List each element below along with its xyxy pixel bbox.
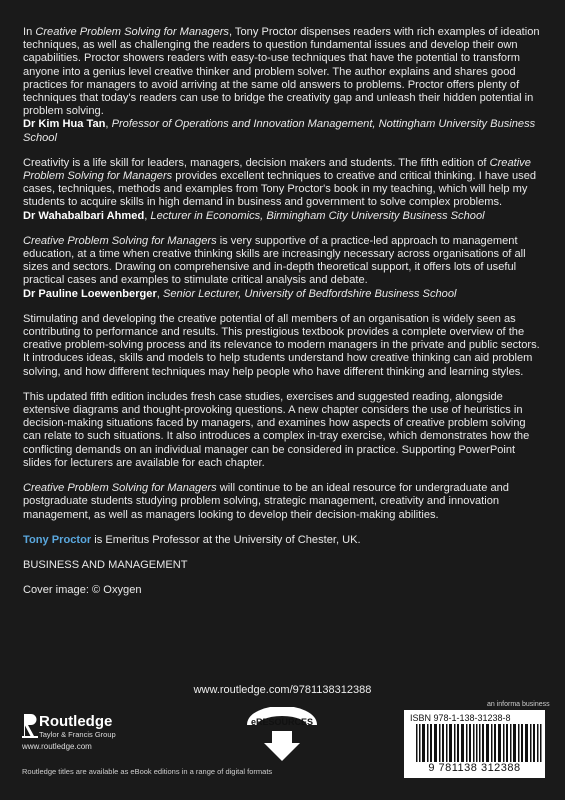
review-3-author: Dr Pauline Loewenberger xyxy=(23,287,157,300)
cover-credit: Cover image: © Oxygen xyxy=(23,584,142,597)
eresources-badge-icon xyxy=(246,707,318,765)
review-1-text: , Tony Proctor dispenses readers with rich examples of ideation techniques, as well as challenging the readers to question fundamental issues and develop their own capabilities. Proctor showers readers with easy-to-use techniques that have the potential to transform anyone into a genius level creative thinker and problem solver. The author explains and shares good practices for managers to avoid arriving at the same old answers to problems. Proctor offers plenty of techniques that today's readers can use to bridge the creativity gap and unleash their hidden potential in problem solving. xyxy=(23,26,540,118)
ebook-note: Routledge titles are available as eBook editions in a range of digital formats xyxy=(22,767,273,776)
eresources-label: eRESOURCES xyxy=(250,717,314,727)
subject-category: BUSINESS AND MANAGEMENT xyxy=(23,558,188,571)
description-paragraph-2: This updated fifth edition includes fresh case studies, exercises and suggested reading, alongside extensive diagrams and thought-provoking questions. A new chapter considers the use of heuristics in decision-making situations faced by managers, and examines how aspects of creative problem solving can relate to such situations. It also introduces a complex in-tray exercise, which demonstrates how the conflicting demands on an individual manager can be considered in practice. Supporting PowerPoint slides for lecturers are available for each chapter. xyxy=(23,390,530,469)
barcode xyxy=(404,710,545,778)
author-bio xyxy=(23,534,545,547)
review-3-affiliation: Senior Lecturer, University of Bedfordshire Business School xyxy=(162,287,457,300)
review-2-text: provides excellent techniques to creative and critical thinking. I have used cases, techniques, methods and examples from Tony Proctor's book in my teaching, which will help my students to acquire skills in high demand in business and government to solve complex problems. xyxy=(23,170,537,209)
description-paragraph-1: Stimulating and developing the creative potential of all members of an organisation is widely seen as contributing to performance and results. This prestigious textbook provides a complete overview of the creative problem-solving process and its relevance to modern managers in the private and public sectors. It introduces ideas, skills and models to help students understand how creative thinking can aid problem solving, and how different techniques may help people who have different thinking and learning styles. xyxy=(23,312,540,378)
routledge-r-icon xyxy=(22,712,38,738)
review-2: Creativity is a life skill for leaders, managers, decision makers and students. The fifth edition of Creative Problem Solving for Managers provides excellent techniques to creative and critical thinking. I have used cases, techniques, methods and examples from Tony Proctor's book in my teaching, which will help my students to acquire skills in high demand in business and government to solve complex problems. Dr Wahabalbari Ahmed, Lecturer in Economics, Birmingham City University Business School xyxy=(23,156,537,222)
publisher-group: Taylor & Francis Group xyxy=(39,730,116,739)
barcode-bars xyxy=(416,724,542,766)
review-1: In Creative Problem Solving for Managers, Tony Proctor dispenses readers with rich examples of ideation techniques, as well as challenging the readers to question fundamental issues and develop their own capabilities. Proctor showers readers with easy-to-use techniques that have the potential to transform anyone into a genius level creative thinker and problem solver. The author explains and shares good practices for managers to avoid arriving at the same old answers to problems. Proctor offers plenty of techniques that today's readers can use to bridge the creativity gap and unleash their hidden potential in problem solving. Dr Kim Hua Tan, Professor of Operations and Innovation Management, Nottingham University Business School xyxy=(23,26,540,144)
paragraph-3-text: will continue to be an ideal resource for undergraduate and postgraduate students studying problem solving, strategic management, creativity and innovation management, as well as managers looking to develop their decision-making abilities. xyxy=(23,482,509,521)
review-2-author: Dr Wahabalbari Ahmed xyxy=(23,209,145,222)
review-1-intro: In xyxy=(23,26,36,38)
review-1-author: Dr Kim Hua Tan xyxy=(23,118,106,131)
author-name: Tony Proctor xyxy=(23,533,92,546)
book-title: Creative Problem Solving for Managers xyxy=(23,482,217,495)
book-title: Creative Problem Solving for Managers xyxy=(23,234,217,247)
back-cover-text xyxy=(23,26,545,609)
review-2-intro: Creativity is a life skill for leaders, managers, decision makers and students. The fifth edition of xyxy=(23,156,490,169)
review-2-affiliation: Lecturer in Economics, Birmingham City University Business School xyxy=(150,209,485,222)
isbn-digits: 9 781138 312388 xyxy=(406,762,543,774)
publisher-url[interactable]: www.routledge.com xyxy=(22,742,92,751)
review-3: Creative Problem Solving for Managers is very supportive of a practice-led approach to management education, at a time when creative thinking skills are increasingly necessary across organisations of all sizes and sectors. Drawing on comprehensive and in-depth theoretical support, it offers lots of useful practical cases and examples to stimulate critical analysis and debate. Dr Pauline Loewenberger, Senior Lecturer, University of Bedfordshire Business School xyxy=(23,234,526,300)
isbn-label: ISBN 978-1-138-31238-8 xyxy=(410,713,511,723)
author-bio-text: is Emeritus Professor at the University of Chester, UK. xyxy=(91,533,361,546)
informa-tagline: an informa business xyxy=(487,701,550,708)
book-title: Creative Problem Solving for Managers xyxy=(23,156,531,183)
review-3-text: is very supportive of a practice-led approach to management education, at a time when creative thinking skills are increasingly necessary across organisations of all sizes and sectors. Drawing on comprehensive and in-depth theoretical support, it offers lots of useful practical cases and examples to stimulate critical analysis and debate. xyxy=(23,234,526,287)
publisher-name: Routledge xyxy=(39,713,113,730)
description-paragraph-3 xyxy=(23,482,545,522)
review-1-affiliation: Professor of Operations and Innovation Management, Nottingham University Business School xyxy=(23,118,536,144)
book-title: Creative Problem Solving for Managers xyxy=(35,26,229,38)
book-url[interactable]: www.routledge.com/9781138312388 xyxy=(193,684,372,696)
